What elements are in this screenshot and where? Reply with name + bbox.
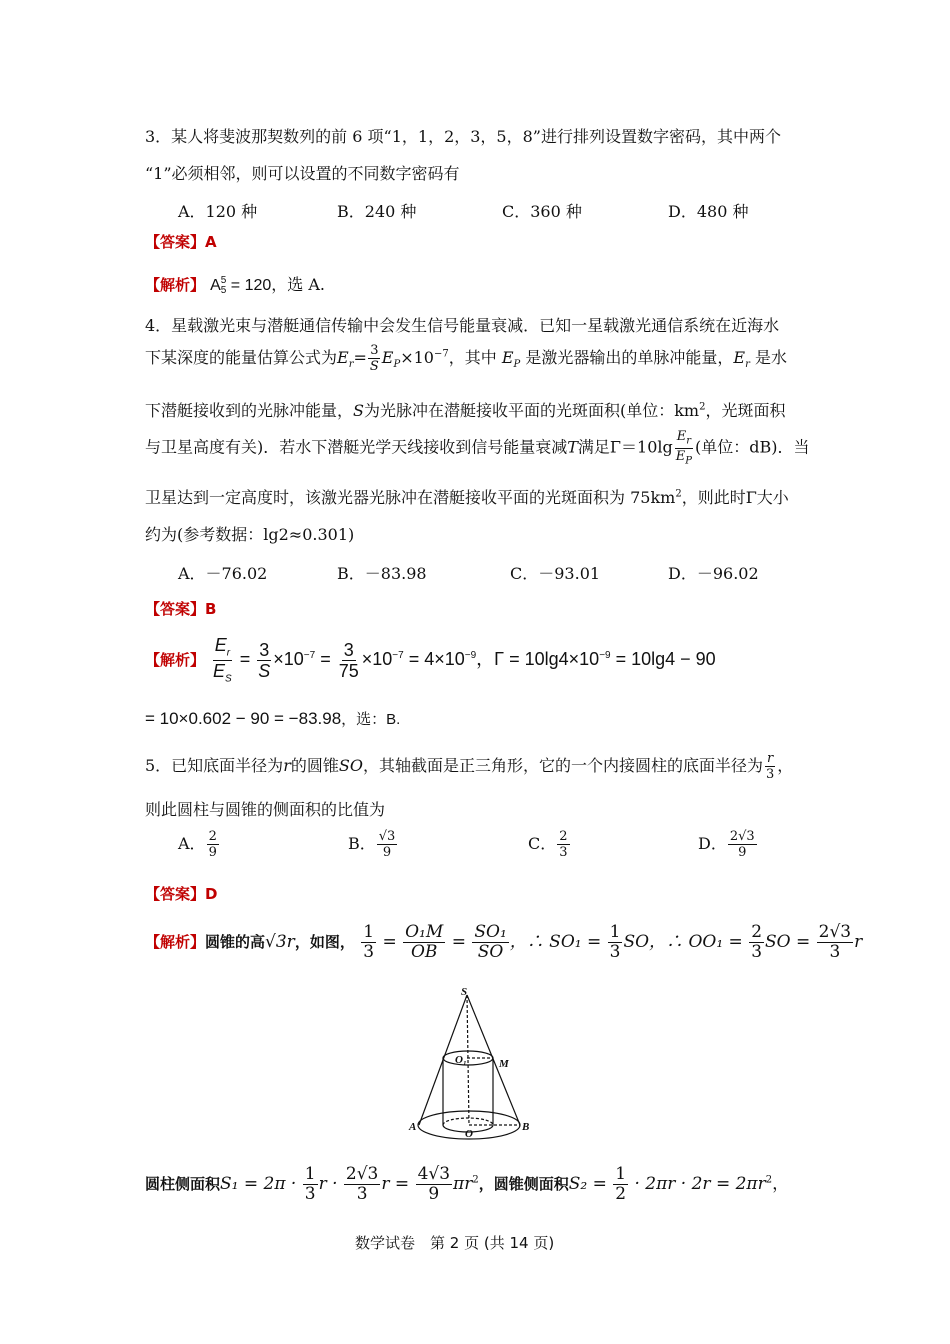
page-footer: 数学试卷 第 2 页 (共 14 页) bbox=[355, 1234, 555, 1252]
q4-option-a: A．－76.02 bbox=[178, 564, 268, 583]
q3-option-b: B．240 种 bbox=[337, 202, 417, 221]
q5-option-d: D． $\frac{2√3}{9}$ bbox=[698, 829, 755, 860]
q4-stem-line4: 与卫星高度有关)．若水下潜艇光学天线接收到信号能量衰减T满足Γ＝10lg $\frac{E_r}{E_P}$ (单位：dB)．当 bbox=[145, 429, 810, 467]
analysis-end: ，选 A. bbox=[271, 275, 326, 294]
q4-answer: 【答案】B bbox=[145, 600, 217, 618]
answer-tag: 【答案】 bbox=[145, 233, 206, 251]
q5-option-a: A． $\frac{2}{9}$ bbox=[178, 829, 217, 860]
q3-option-d: D．480 种 bbox=[668, 202, 749, 221]
q5-analysis-line1: 【解析】圆锥的高√3r，如图， $\frac{1}{3}$ = $\frac{\text{O₁M}}{OB}$ = $\frac{\text{SO₁}}{SO}$ ，∴ SO₁ = $\frac{1}{3}$ SO，∴ OO₁ = $\frac{2}{3}$ SO = $\frac{2√3}{3}$ r bbox=[145, 922, 863, 962]
q4-stem-line1: 4．星载激光束与潜艇通信传输中会发生信号能量衰减．已知一星载激光通信系统在近海水 bbox=[145, 316, 780, 335]
q3-option-a: A．120 种 bbox=[178, 202, 258, 221]
q4-stem-line5: 卫星达到一定高度时，该激光器光脉冲在潜艇接收平面的光斑面积为 $75km^2$，则此时Γ大小 bbox=[145, 488, 789, 507]
q3-analysis bbox=[145, 272, 325, 296]
analysis-tag: 【解析】 bbox=[145, 276, 206, 294]
answer-value: A bbox=[205, 233, 217, 251]
q3-answer bbox=[145, 231, 217, 252]
q4-analysis-line2: = 10×0.602 − 90 = −83.98，选：B. bbox=[145, 709, 401, 728]
q3-stem-line2: “1”必须相邻，则可以设置的不同数字密码有 bbox=[145, 164, 460, 183]
q3-stem-line1: 3．某人将斐波那契数列的前 6 项“1，1，2，3，5，8”进行排列设置数字密码，其中两个 bbox=[145, 127, 781, 146]
cone-cylinder-diagram bbox=[405, 985, 540, 1145]
q5-option-b: B． $\frac{√3}{9}$ bbox=[348, 829, 396, 860]
q4-option-b: B．－83.98 bbox=[337, 564, 427, 583]
q5-option-c: C． $\frac{2}{3}$ bbox=[528, 829, 568, 860]
q3-option-c: C．360 种 bbox=[502, 202, 582, 221]
label-o1: O₁ bbox=[455, 1054, 467, 1066]
q4-analysis-line1: 【解析】 $\frac{E_r}{E_S}$ = $\frac{3}{S}$ $\times 10^{-7}$ = $\frac{3}{75}$ $\times 10^{-7} = 4\times 10^{-9}$，$\Gamma = 10\lg 4\times 10^{-9} = 10\lg 4 - 90$ bbox=[145, 635, 716, 685]
cone-axis bbox=[467, 995, 469, 1125]
q4-stem-line2: 下某深度的能量估算公式为$E_r=$ $\frac{3}{S}$ $E_P\times 10^{-7}$，其中 $E_P$ 是激光器输出的单脉冲能量，$E_r$ 是水 bbox=[145, 343, 787, 374]
q5-stem-line1: 5．已知底面半径为r的圆锥SO，其轴截面是正三角形，它的一个内接圆柱的底面半径为 $\frac{r}{3}$ ， bbox=[145, 751, 794, 782]
q5-stem-line2: 则此圆柱与圆锥的侧面积的比值为 bbox=[145, 800, 386, 819]
cylinder-bottom-back bbox=[443, 1118, 493, 1125]
label-b: B bbox=[522, 1121, 530, 1133]
label-o: O bbox=[465, 1128, 473, 1140]
label-m: M bbox=[499, 1058, 509, 1070]
q5-answer: 【答案】D bbox=[145, 885, 218, 903]
q4-stem-line3: 下潜艇接收到的光脉冲能量，S为光脉冲在潜艇接收平面的光斑面积(单位：$km^2$，光斑面积 bbox=[145, 401, 786, 420]
q5-analysis-line2: 圆柱侧面积S₁ = 2π · $\frac{1}{3}$ r · $\frac{2√3}{3}$ r = $\frac{4√3}{9}$ $\pi r^2$，圆锥侧面积S₂ = $\frac{1}{2}$ · $2\pi r \cdot 2r = 2\pi r^2$， bbox=[145, 1164, 790, 1204]
q4-option-d: D．－96.02 bbox=[668, 564, 759, 583]
q4-stem-line6: 约为(参考数据：lg2≈0.301) bbox=[145, 525, 355, 544]
q4-option-c: C．－93.01 bbox=[510, 564, 601, 583]
arrangement-formula: A 5 5 = 120 bbox=[210, 274, 272, 296]
label-s: S bbox=[461, 986, 468, 998]
label-a: A bbox=[409, 1121, 417, 1133]
